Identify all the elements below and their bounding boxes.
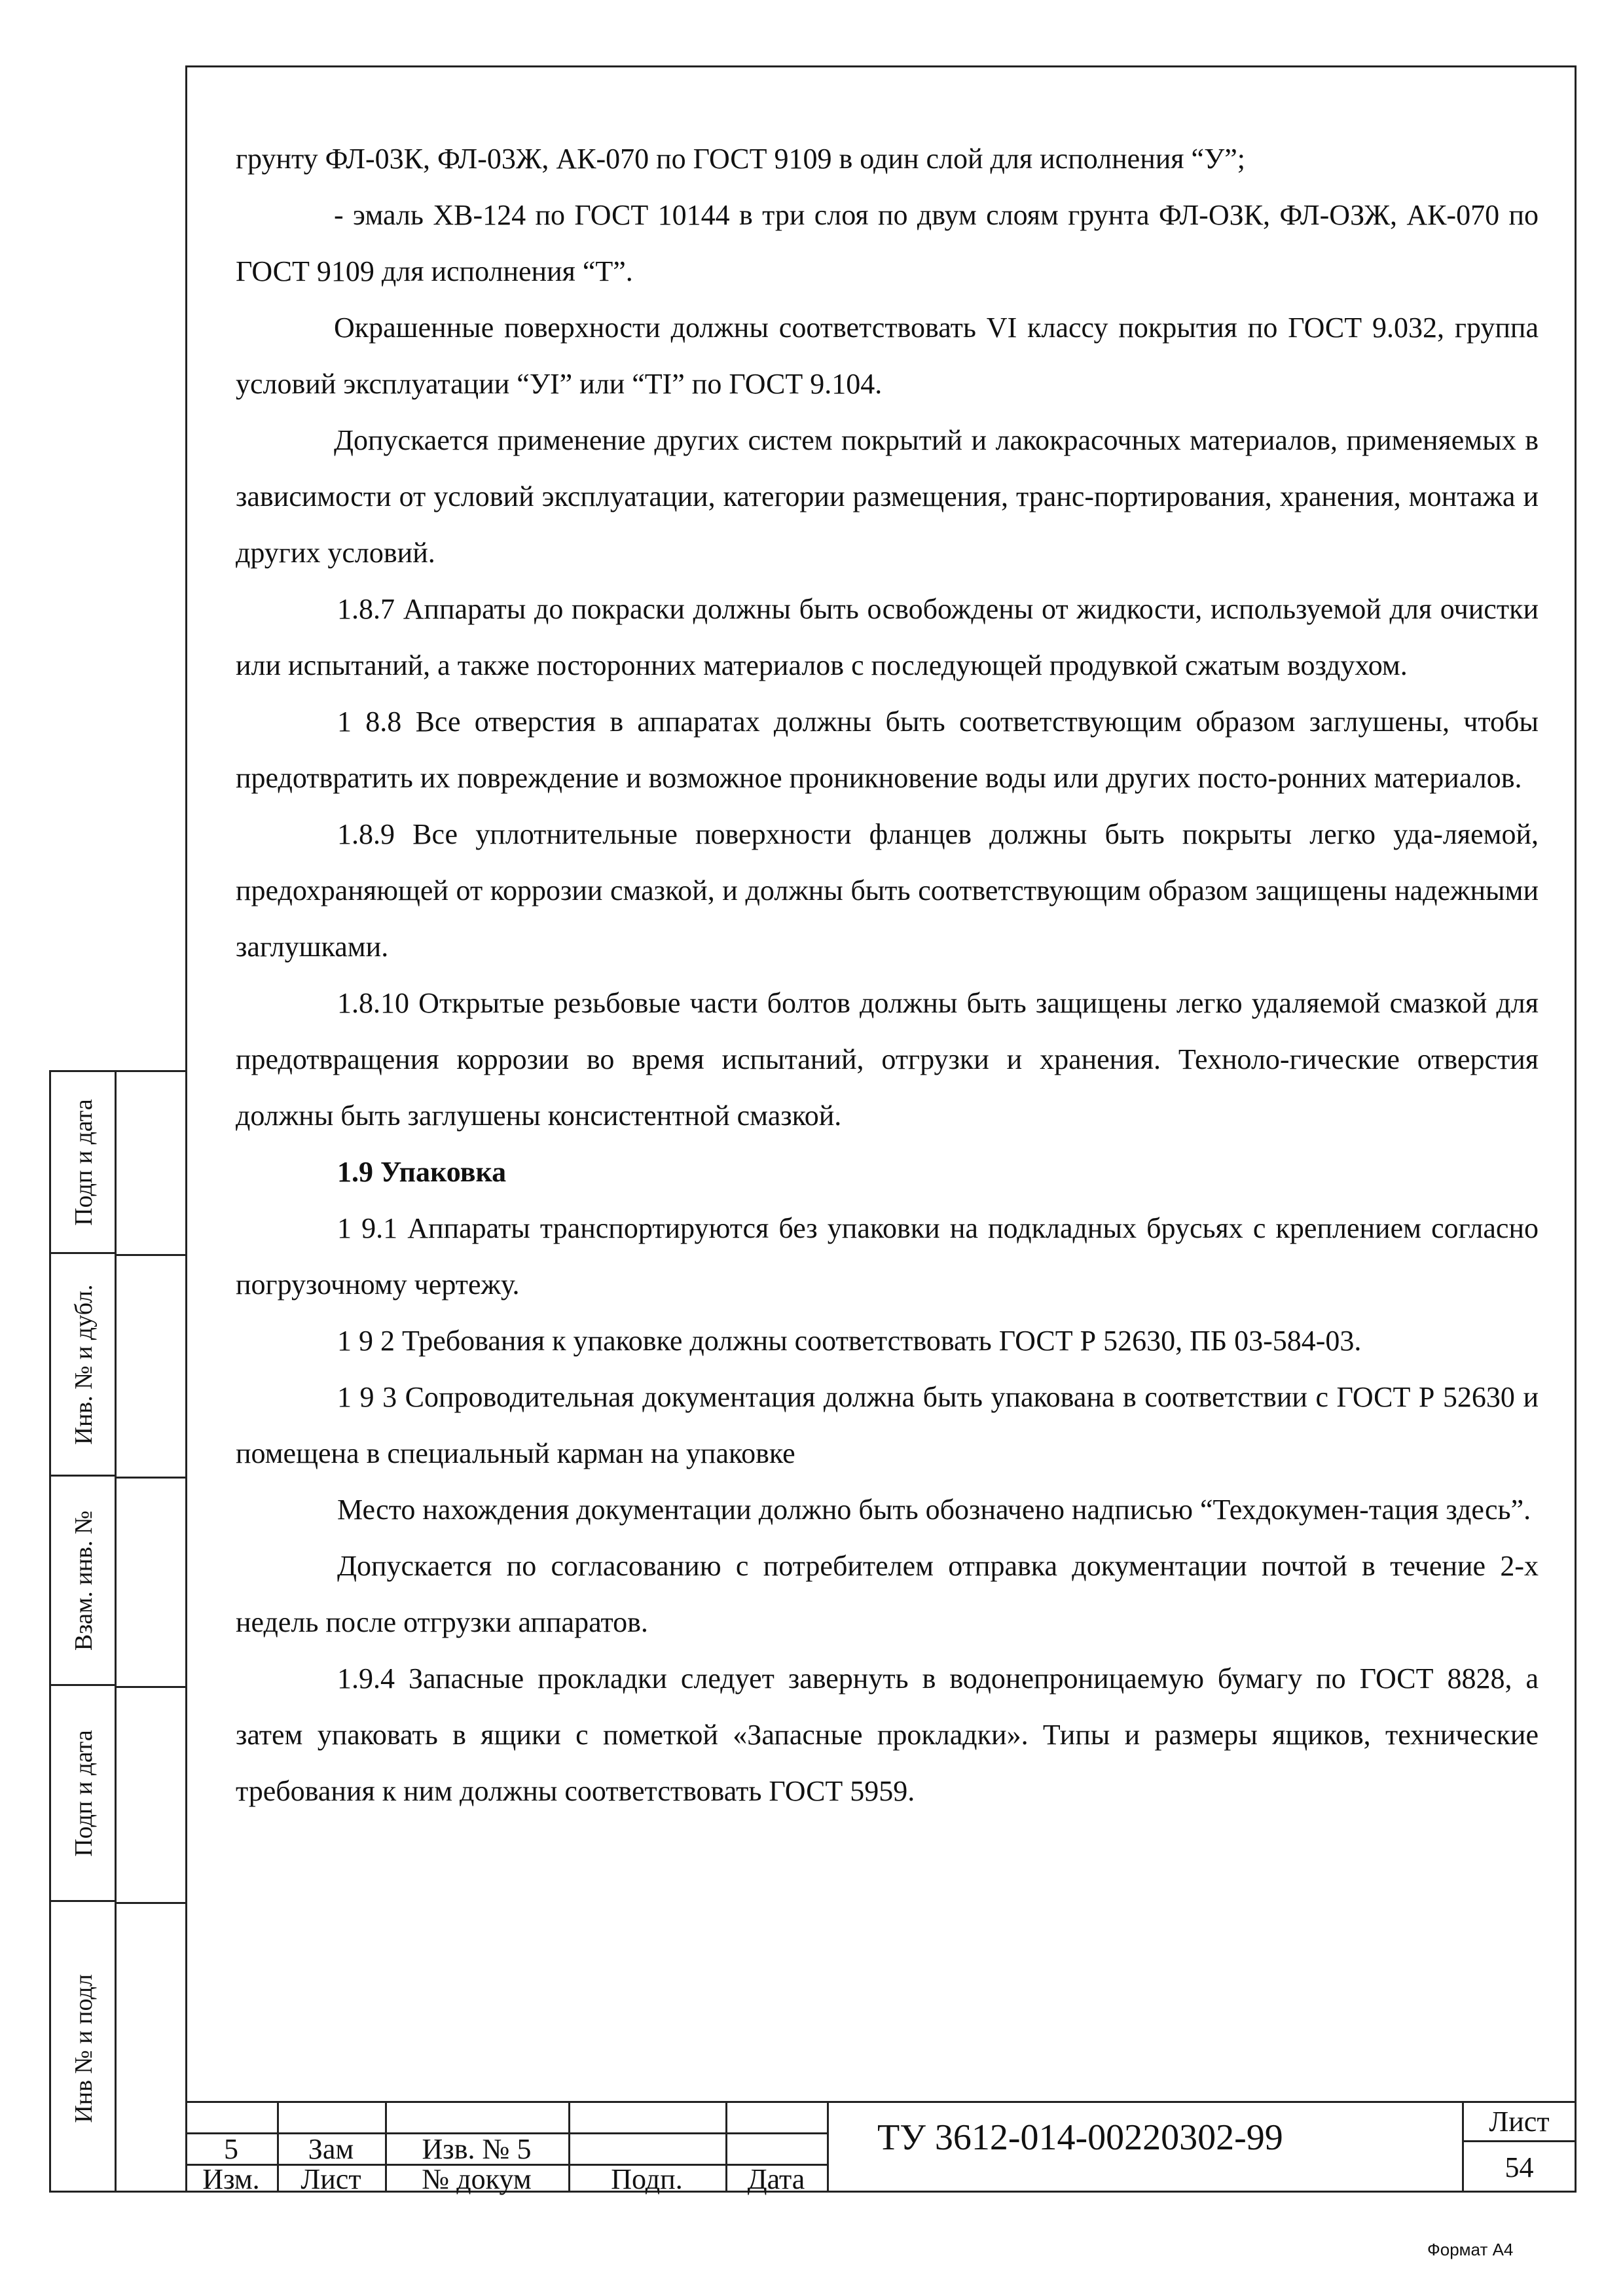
rev-type: Зам	[308, 2133, 354, 2165]
paragraph: Допускается применение других систем покрытий и лакокрасочных материалов, применяемых в зависимости от условий эксплуатации, категории размещения, транс-портирования, хранения, монтажа и других условий.	[236, 424, 1539, 569]
paragraph: Место нахождения документации должно быть обозначено надписью “Техдокумен-тация здесь”.	[337, 1494, 1531, 1526]
side-stamp-labels	[51, 1072, 117, 2191]
side-stamp-label: Подп и дата	[70, 1729, 98, 1857]
side-stamp-label: Инв № и подл	[70, 1973, 98, 2123]
title-block-line	[185, 2101, 1577, 2103]
rev-doc: Изв. № 5	[422, 2133, 532, 2165]
header-doc: № докум	[422, 2163, 532, 2195]
sheet-label: Лист	[1489, 2106, 1550, 2138]
section-heading: 1.9 Упаковка	[337, 1156, 507, 1188]
paragraph: - эмаль ХВ-124 по ГОСТ 10144 в три слоя по двум слоям грунта ФЛ-ОЗК, ФЛ-ОЗЖ, АК-070 по ГОСТ 9109 для исполнения “Т”.	[236, 199, 1539, 287]
header-izm: Изм.	[202, 2163, 260, 2195]
paragraph: 1.8.9 Все уплотнительные поверхности фланцев должны быть покрыты легко уда-ляемой, предохраняющей от коррозии смазкой, и должны быть соответствующим образом защищены надежными заглушками.	[236, 818, 1539, 963]
side-stamp-cell	[51, 1686, 117, 1902]
header-date: Дата	[747, 2163, 805, 2195]
paragraph: грунту ФЛ-03К, ФЛ-03Ж, АК-070 по ГОСТ 9109 в один слой для исполнения “У”;	[236, 143, 1245, 175]
paragraph: 1 8.8 Все отверстия в аппаратах должны быть соответствующим образом заглушены, чтобы предотвратить их повреждение и возможное проникновение воды или других посто-ронних материалов.	[236, 706, 1539, 794]
rev-number: 5	[224, 2133, 238, 2165]
side-stamp-label: Подп и дата	[70, 1098, 98, 1226]
paragraph: 1.8.7 Аппараты до покраски должны быть освобождены от жидкости, используемой для очистки или испытаний, а также посторонних материалов с последующей продувкой сжатым воздухом.	[236, 593, 1539, 681]
side-stamp-label: Инв. № и дубл.	[70, 1284, 98, 1444]
paragraph: Окрашенные поверхности должны соответствовать VI классу покрытия по ГОСТ 9.032, группа условий эксплуатации “УI” или “TI” по ГОСТ 9.104.	[236, 312, 1539, 400]
title-block-line	[827, 2101, 829, 2193]
side-stamp-cell	[51, 1902, 117, 2195]
paragraph: 1.9.4 Запасные прокладки следует завернуть в водонепроницаемую бумагу по ГОСТ 8828, а затем упаковать в ящики с пометкой «Запасные прокладки». Типы и размеры ящиков, технические требования к ним должны соответствовать ГОСТ 5959.	[236, 1662, 1539, 1807]
paragraph: Допускается по согласованию с потребителем отправка документации почтой в течение 2-х недель после отгрузки аппаратов.	[236, 1550, 1539, 1638]
side-divider	[117, 1254, 187, 1256]
format-label: Формат А4	[1427, 2240, 1514, 2259]
side-stamp-label: Взам. инв. №	[70, 1510, 98, 1651]
paragraph: 1 9 2 Требования к упаковке должны соответствовать ГОСТ Р 52630, ПБ 03-584-03.	[337, 1325, 1362, 1357]
side-divider	[117, 1902, 187, 1904]
title-block-line	[1462, 2140, 1577, 2142]
side-stamp-cell	[51, 1072, 117, 1254]
header-sign: Подп.	[611, 2163, 683, 2195]
side-stamp-cell	[51, 1477, 117, 1686]
paragraph: 1 9 3 Сопроводительная документация должна быть упакована в соответствии с ГОСТ Р 52630 и помещена в специальный карман на упаковке	[236, 1381, 1539, 1469]
body-text	[236, 131, 1539, 1820]
side-stamp-cell	[51, 1254, 117, 1477]
paragraph: 1 9.1 Аппараты транспортируются без упаковки на подкладных брусьях с креплением согласно погрузочному чертежу.	[236, 1212, 1539, 1300]
side-divider	[117, 1686, 187, 1688]
sheet-number: 54	[1504, 2151, 1534, 2183]
side-stamp	[49, 1070, 185, 2193]
document-code: ТУ 3612-014-00220302-99	[877, 2117, 1283, 2158]
header-list: Лист	[301, 2163, 361, 2195]
side-divider	[117, 1477, 187, 1479]
paragraph: 1.8.10 Открытые резьбовые части болтов должны быть защищены легко удаляемой смазкой для предотвращения коррозии во время испытаний, отгрузки и хранения. Техноло-гические отверстия должны быть заглушены консистентной смазкой.	[236, 987, 1539, 1132]
